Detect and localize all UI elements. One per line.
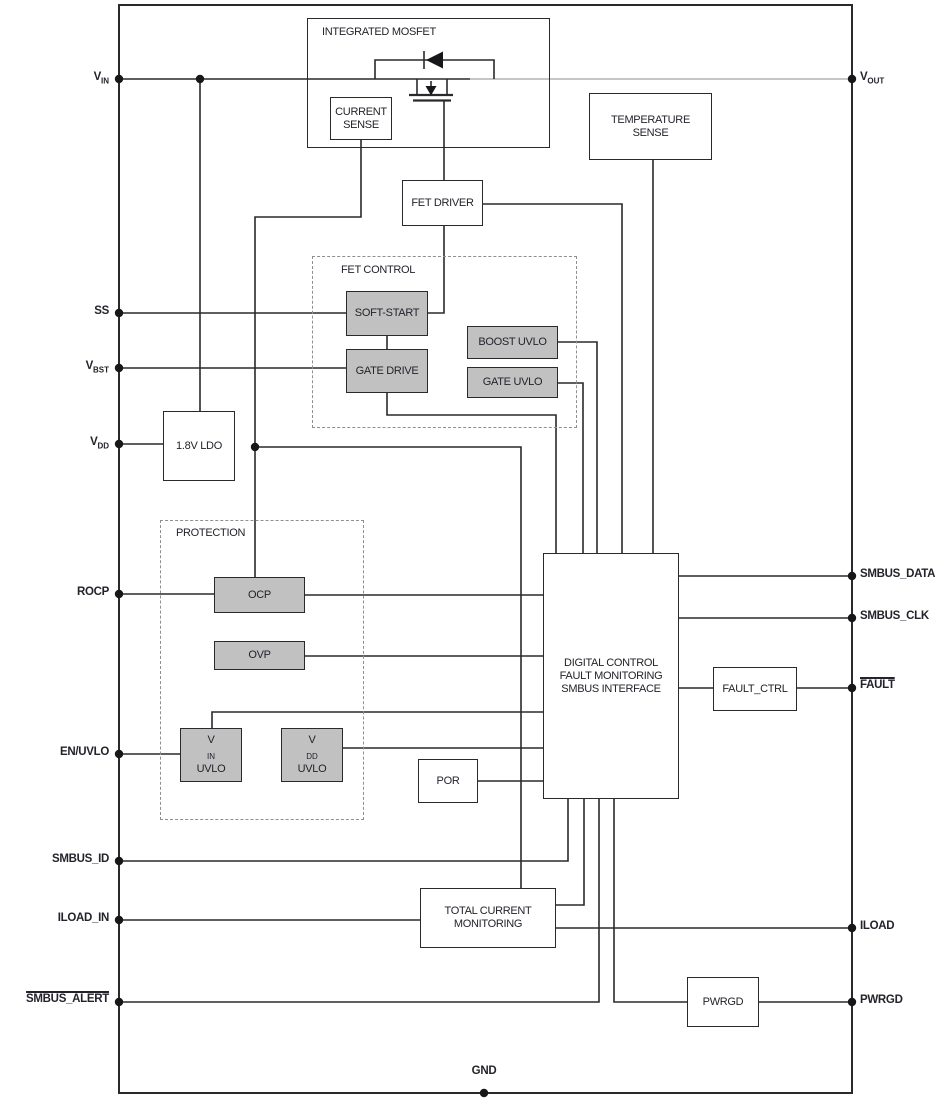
- pin-smbus-id: SMBUS_ID: [51, 853, 109, 865]
- pin-smbus-data: SMBUS_DATA: [860, 568, 936, 580]
- total-current-monitoring-block: TOTAL CURRENT MONITORING: [420, 888, 556, 948]
- digital-control-block: DIGITAL CONTROL FAULT MONITORING SMBUS INTERFACE: [543, 553, 679, 799]
- pin-smbus-alert: SMBUS_ALERT: [26, 993, 109, 1005]
- pin-vdd: $V_{DD}$: [90, 436, 109, 451]
- vin-uvlo-block: V $_{IN}$ UVLO: [180, 728, 242, 782]
- pin-gnd: GND: [471, 1065, 497, 1077]
- ocp-block: OCP: [214, 577, 305, 613]
- pin-en-uvlo: EN/UVLO: [59, 746, 109, 758]
- temperature-sense-block: TEMPERATURE SENSE: [589, 93, 712, 160]
- pin-ss: SS: [94, 305, 109, 317]
- gate-drive-block: GATE DRIVE: [346, 349, 428, 393]
- pin-rocp: ROCP: [76, 586, 109, 598]
- protection-group-label: PROTECTION: [176, 527, 246, 539]
- boost-uvlo-block: BOOST UVLO: [467, 326, 558, 359]
- integrated-mosfet-label: INTEGRATED MOSFET: [322, 26, 436, 38]
- vdd-uvlo-block: V $_{DD}$ UVLO: [281, 728, 343, 782]
- pin-fault: FAULT: [860, 679, 895, 691]
- pwrgd-block: PWRGD: [687, 977, 759, 1027]
- pin-pwrgd: PWRGD: [860, 994, 903, 1006]
- gate-uvlo-block: GATE UVLO: [467, 367, 558, 398]
- pin-vbst: $V_{BST}$: [85, 360, 109, 375]
- pin-smbus-clk: SMBUS_CLK: [860, 610, 929, 622]
- fet-driver-block: FET DRIVER: [402, 180, 483, 226]
- pin-vin: $V_{IN}$: [93, 71, 109, 86]
- ovp-block: OVP: [214, 641, 305, 670]
- por-block: POR: [418, 759, 478, 803]
- fet-control-group-label: FET CONTROL: [341, 264, 416, 276]
- current-sense-block: CURRENT SENSE: [330, 97, 392, 140]
- ldo-block: 1.8V LDO: [163, 411, 235, 481]
- soft-start-block: SOFT-START: [346, 291, 428, 336]
- pin-iload-in: ILOAD_IN: [57, 912, 109, 924]
- pin-iload: ILOAD: [860, 920, 895, 932]
- fault-ctrl-block: FAULT_CTRL: [713, 667, 797, 711]
- pin-vout: $V_{OUT}$: [860, 71, 885, 86]
